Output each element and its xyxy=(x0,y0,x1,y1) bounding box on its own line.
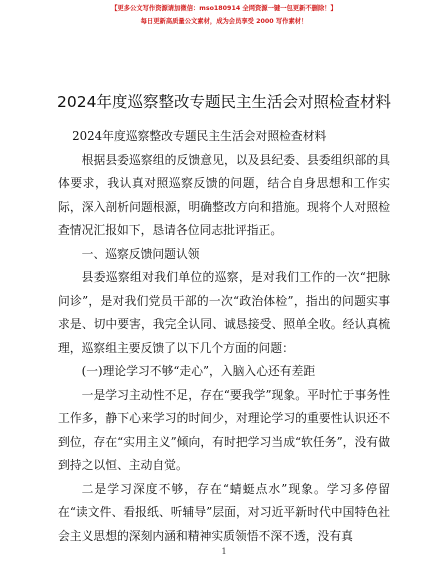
promo-line-1: 【更多公文写作资源请加微信：mso180914 全网资源一键一包更新不删除！】 xyxy=(111,5,337,12)
document-title: 2024年度巡察整改专题民主生活会对照检查材料 xyxy=(57,93,391,111)
promo-line-2: 每日更新高质量公文素材，成为会员享受 2000 写作素材！ xyxy=(140,18,308,25)
section-heading: 一、巡察反馈问题认领 xyxy=(81,246,200,261)
document-body xyxy=(58,125,390,548)
page-number: 1 xyxy=(221,547,227,556)
body-paragraph: 一是学习主动性不足，存在“要我学”现象。平时忙于事务性工作多，静下心来学习的时间少，对理论学习的重要性认识还不到位，存在“实用主义”倾向，有时把学习当成“软任务”，没有做到持之以恒、主动自觉。 xyxy=(58,387,390,472)
intro-paragraph: 根据县委巡察组的反馈意见，以及县纪委、县委组织部的具体要求，我认真对照巡察反馈的问题，结合自身思想和工作实际，深入剖析问题根源，明确整改方向和措施。现将个人对照检查情况汇报如下，恳请各位同志批评指正。 xyxy=(58,152,390,237)
body-paragraph: 二是学习深度不够，存在“蜻蜓点水”现象。学习多停留在“读文件、看报纸、听辅导”层面，对习近平新时代中国特色社会主义思想的深刻内涵和精神实质领悟不深不透，没有真 xyxy=(58,481,390,543)
subsection-heading: (一)理论学习不够“走心”，入脑入心还有差距 xyxy=(81,364,316,378)
subtitle-paragraph: 2024年度巡察整改专题民主生活会对照检查材料 xyxy=(72,129,327,143)
body-paragraph: 县委巡察组对我们单位的巡察，是对我们工作的一次“把脉问诊”，是对我们党员干部的一次“政治体检”，指出的问题实事求是、切中要害，我完全认同、诚恳接受、照单全收。经认真梳理，巡察组主要反馈了以下几个方面的问题： xyxy=(58,270,390,355)
